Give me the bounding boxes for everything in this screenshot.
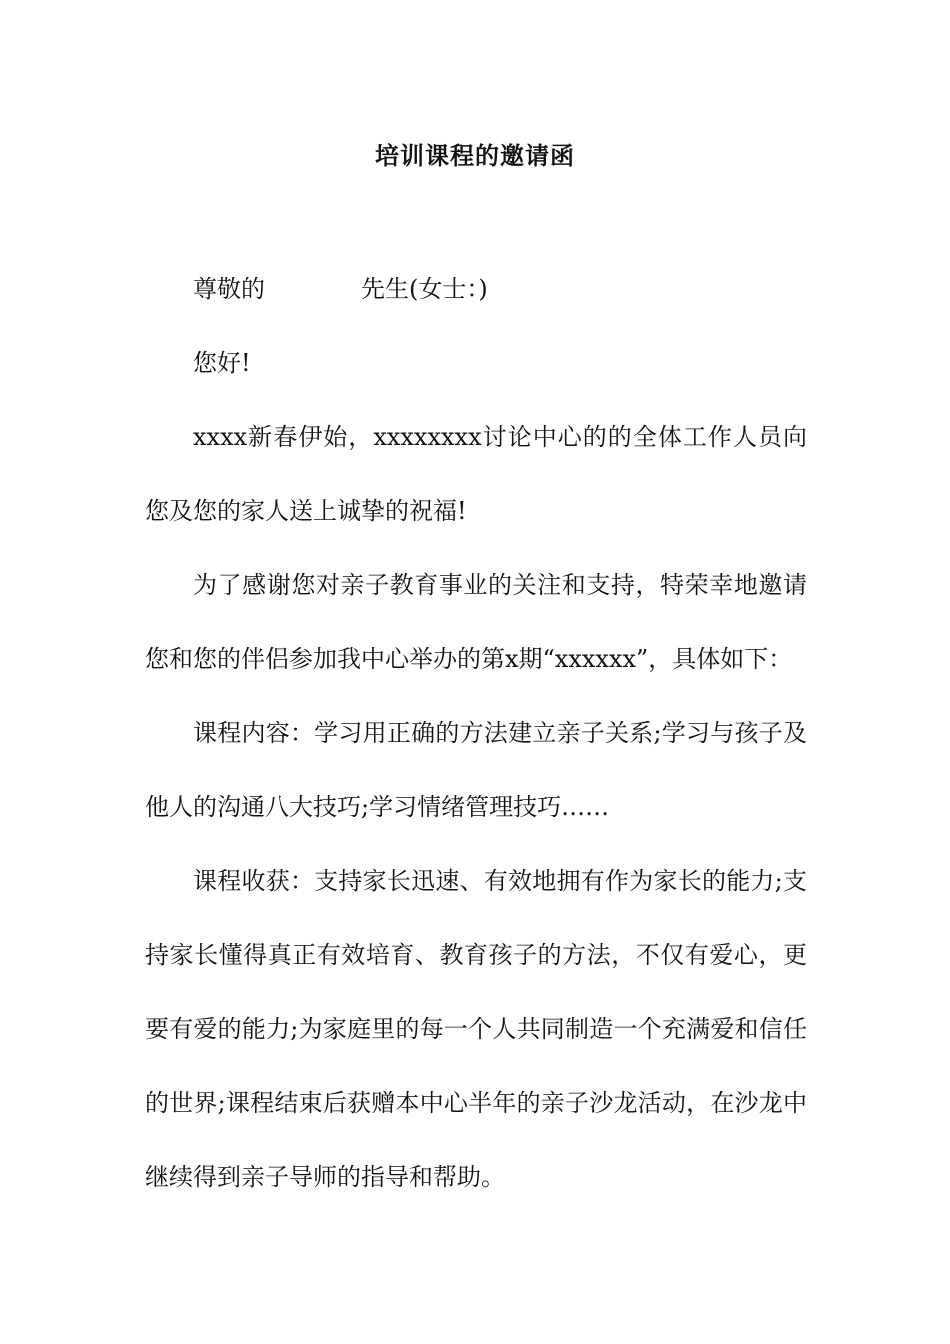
greeting: 您好! <box>193 349 251 377</box>
paragraph-new-year: xxxx新春伊始，xxxxxxxx讨论中心的的全体工作人员向您及您的家人送上诚挚的祝福! <box>145 423 807 525</box>
salutation-line <box>145 252 807 326</box>
document-title: 培训课程的邀请函 <box>375 141 575 170</box>
letter-body <box>145 252 807 1214</box>
paragraph-course-benefits: 课程收获：支持家长迅速、有效地拥有作为家长的能力;支持家长懂得真正有效培育、教育孩子的方法，不仅有爱心，更要有爱的能力;为家庭里的每一个人共同制造一个充满爱和信任的世界;课程结束后获赠本中心半年的亲子沙龙活动，在沙龙中继续得到亲子导师的指导和帮助。 <box>145 867 807 1191</box>
salutation-prefix: 尊敬的 <box>193 275 265 303</box>
paragraph-course-content: 课程内容：学习用正确的方法建立亲子关系;学习与孩子及他人的沟通八大技巧;学习情绪管理技巧…… <box>145 719 807 821</box>
salutation-suffix: 先生(女士：) <box>361 275 488 303</box>
paragraph-invitation: 为了感谢您对亲子教育事业的关注和支持，特荣幸地邀请您和您的伴侣参加我中心举办的第x期“xxxxxx”，具体如下： <box>145 571 807 673</box>
